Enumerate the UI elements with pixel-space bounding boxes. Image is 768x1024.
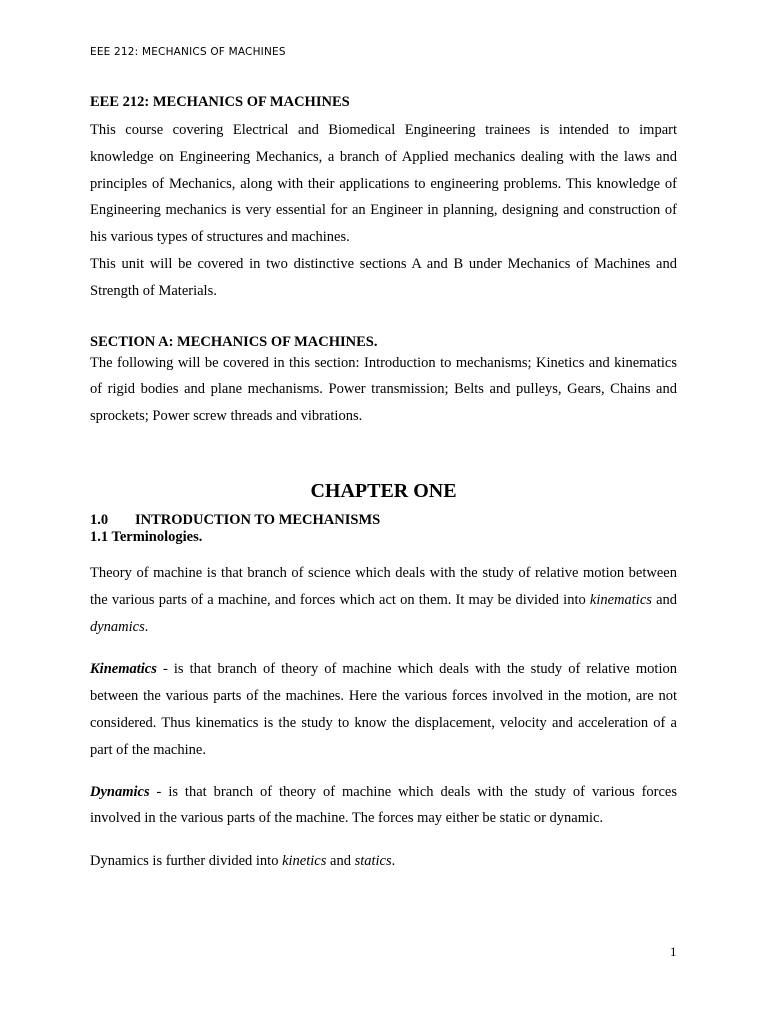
kinematics-text: - is that branch of theory of machine which deals with the study of relative motion between the various parts of the machines. Here the various forces involved in the motion, are not considered. Thus kinematics is the study to know the displacement, velocity and acceleration of a part of the machine. xyxy=(90,661,677,758)
term-dynamics: dynamics xyxy=(90,618,145,635)
dynamics-division-end: . xyxy=(391,853,396,870)
section-1-0-heading xyxy=(90,512,677,529)
section-a-heading: SECTION A: MECHANICS OF MACHINES. xyxy=(90,333,378,350)
theory-text-end: . xyxy=(144,618,149,635)
section-title: INTRODUCTION TO MECHANISMS xyxy=(135,511,381,528)
dynamics-text: - is that branch of theory of machine which deals with the study of various forces involved in the various parts of the machine. The forces may either be static or dynamic. xyxy=(90,783,677,827)
intro-paragraph: This course covering Electrical and Biomedical Engineering trainees is intended to impart knowledge on Engineering Mechanics, a branch of Applied mechanics dealing with the laws and principles of Mechanics, along with their applications to engineering problems. This knowledge of Engineering mechanics is very essential for an Engineer in planning, designing and construction of his various types of structures and machines. xyxy=(90,122,677,246)
dynamics-definition xyxy=(90,779,677,833)
theory-text-and: and xyxy=(651,591,677,608)
term-kinematics: kinematics xyxy=(589,591,652,608)
kinematics-term: Kinematics xyxy=(90,661,157,678)
section-a-paragraph: The following will be covered in this section: Introduction to mechanisms; Kinetics and kinematics of rigid bodies and plane mechanisms. Power transmission; Belts and pulleys, Gears, Chains and sprockets; Power screw threads and vibrations. xyxy=(90,354,677,425)
theory-paragraph xyxy=(90,560,677,640)
course-title: EEE 212: MECHANICS OF MACHINES xyxy=(90,94,350,110)
document-body xyxy=(90,92,677,875)
page-number: 1 xyxy=(670,944,677,959)
intro-paragraph-sections: This unit will be covered in two distinctive sections A and B under Mechanics of Machines and Strength of Materials. xyxy=(90,255,677,299)
chapter-title: CHAPTER ONE xyxy=(310,479,457,502)
kinematics-definition xyxy=(90,656,677,763)
term-kinetics: kinetics xyxy=(282,853,327,870)
section-number: 1.0 xyxy=(90,511,109,528)
dynamics-division-text: Dynamics is further divided into xyxy=(90,853,283,870)
dynamics-term: Dynamics xyxy=(90,783,150,800)
section-1-1-heading: 1.1 Terminologies. xyxy=(90,528,203,545)
dynamics-division xyxy=(90,848,677,875)
term-statics: statics xyxy=(354,853,392,870)
theory-text: Theory of machine is that branch of science which deals with the study of relative motion between the various parts of a machine, and forces which act on them. It may be divided into xyxy=(90,564,677,608)
running-header: EEE 212: MECHANICS OF MACHINES xyxy=(90,46,286,58)
dynamics-division-and: and xyxy=(326,853,355,870)
